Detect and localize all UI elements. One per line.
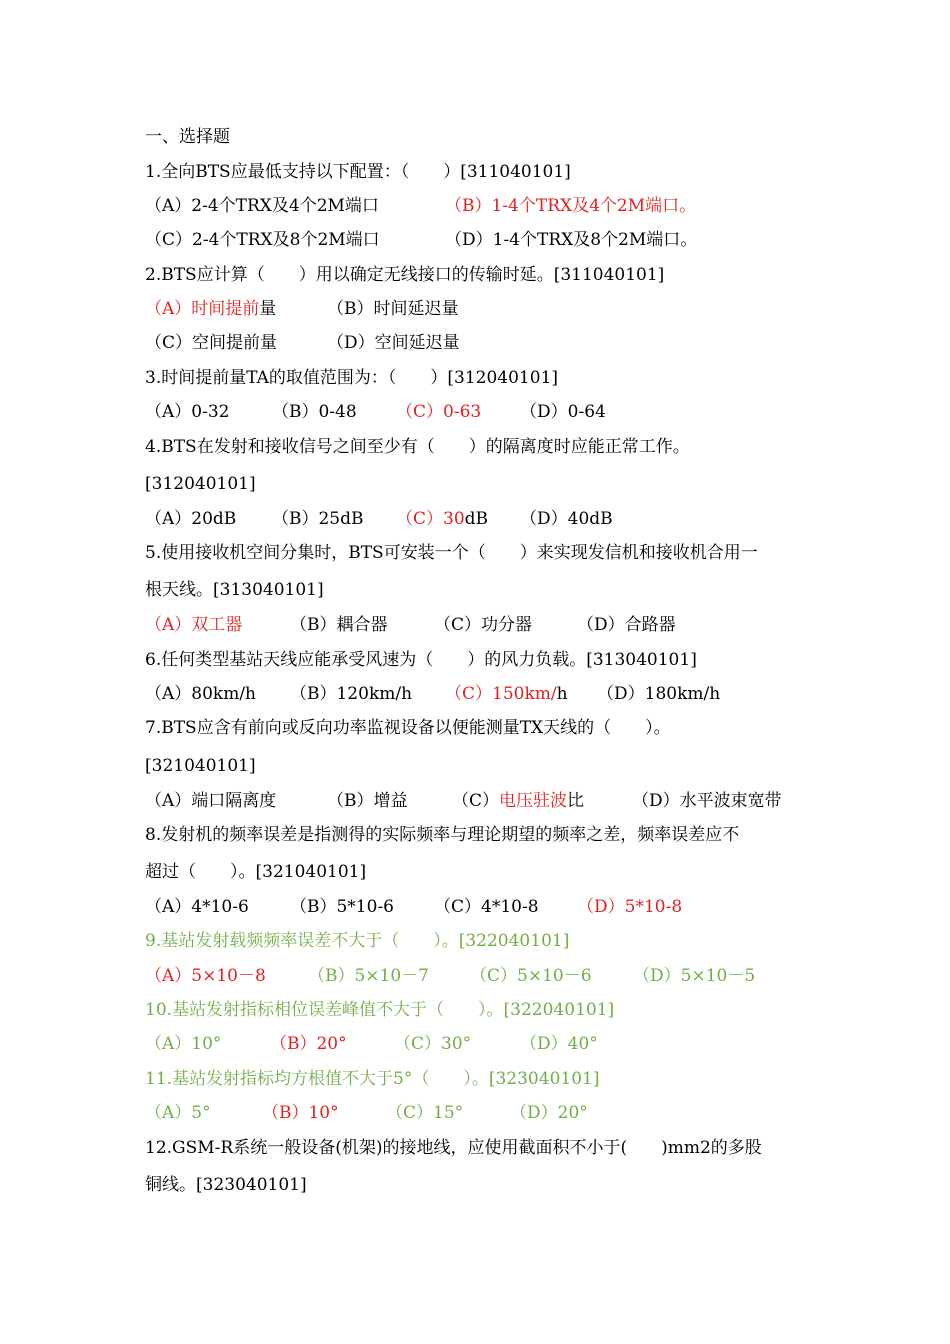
q7-option-c-prefix: （C） (452, 791, 500, 811)
q7-option-d: （D）水平波束宽带 (632, 791, 782, 811)
q11-option-a: （A）5° (145, 1103, 211, 1123)
question-12-stem: 12.GSM-R系统一般设备(机架)的接地线，应使用截面积不小于( )mm2的多股 (145, 1138, 762, 1158)
q3-option-d: （D）0-64 (520, 402, 606, 422)
question-7-stem: 7.BTS应含有前向或反向功率监视设备以便能测量TX天线的（ ）。 (145, 718, 671, 738)
q10-option-d: （D）40° (520, 1034, 598, 1054)
q3-option-c-answer: （C）0-63 (396, 402, 482, 422)
q6-option-b: （B）120km/h (290, 684, 413, 704)
question-5-stem-cont: 根天线。[313040101] (145, 580, 324, 600)
question-2-stem: 2.BTS应计算（ ）用以确定无线接口的传输时延。[311040101] (145, 265, 665, 285)
question-8-stem-cont: 超过（ ）。[321040101] (145, 862, 367, 882)
question-4-stem: 4.BTS在发射和接收信号之间至少有（ ）的隔离度时应能正常工作。 (145, 437, 690, 457)
q9-option-c: （C）5×10－6 (470, 966, 592, 986)
q6-option-d: （D）180km/h (597, 684, 721, 704)
q4-option-d: （D）40dB (520, 509, 613, 529)
q7-option-c (452, 789, 584, 813)
q8-option-b: （B）5*10-6 (290, 897, 395, 917)
q3-option-b: （B）0-48 (272, 402, 357, 422)
q5-option-c: （C）功分器 (434, 615, 533, 635)
q8-option-d-answer: （D）5*10-8 (577, 897, 683, 917)
question-4-stem-code: [312040101] (145, 474, 256, 494)
q7-option-c-rest: 比 (567, 791, 585, 811)
question-10-stem: 10.基站发射指标相位误差峰值不大于（ ）。[322040101] (145, 1000, 615, 1020)
q8-option-a: （A）4*10-6 (145, 897, 249, 917)
question-9-stem: 9.基站发射载频频率误差不大于（ ）。[322040101] (145, 931, 570, 951)
q11-option-d: （D）20° (510, 1103, 588, 1123)
q11-option-b-answer: （B）10° (262, 1103, 339, 1123)
q5-option-b: （B）耦合器 (290, 615, 388, 635)
q6-option-c (445, 682, 568, 706)
q9-option-d: （D）5×10－5 (633, 966, 756, 986)
q7-option-a: （A）端口隔离度 (145, 791, 277, 811)
q2-option-a (145, 297, 276, 321)
q10-option-a: （A）10° (145, 1034, 222, 1054)
question-1-stem: 1.全向BTS应最低支持以下配置：（ ）[311040101] (145, 162, 571, 182)
section-title: 一、选择题 (145, 127, 230, 147)
q10-option-c: （C）30° (394, 1034, 472, 1054)
q2-option-c: （C）空间提前量 (145, 333, 278, 353)
q4-option-c (396, 507, 488, 531)
q5-option-a-answer: （A）双工器 (145, 615, 243, 635)
q5-option-d: （D）合路器 (577, 615, 676, 635)
q1-option-b-answer: （B）1-4个TRX及4个2M端口。 (445, 196, 697, 216)
question-3-stem: 3.时间提前量TA的取值范围为：（ ）[312040101] (145, 368, 559, 388)
question-12-stem-cont: 铜线。[323040101] (145, 1175, 307, 1195)
q8-option-c: （C）4*10-8 (434, 897, 539, 917)
q11-option-c: （C）15° (386, 1103, 464, 1123)
q10-option-b-answer: （B）20° (270, 1034, 347, 1054)
q4-option-c-answer-part: （C）30 (396, 509, 465, 529)
question-7-stem-code: [321040101] (145, 756, 256, 776)
q7-option-c-answer-part: 电压驻波 (499, 791, 568, 811)
question-8-stem: 8.发射机的频率误差是指测得的实际频率与理论期望的频率之差，频率误差应不 (145, 825, 740, 845)
q2-option-a-rest: 量 (259, 299, 277, 319)
question-11-stem: 11.基站发射指标均方根值不大于5°（ ）。[323040101] (145, 1069, 600, 1089)
q9-option-b: （B）5×10－7 (308, 966, 430, 986)
question-5-stem: 5.使用接收机空间分集时，BTS可安装一个（ ）来实现发信机和接收机合用一 (145, 543, 758, 563)
q4-option-a: （A）20dB (145, 509, 237, 529)
question-6-stem: 6.任何类型基站天线应能承受风速为（ ）的风力负载。[313040101] (145, 650, 697, 670)
q6-option-a: （A）80km/h (145, 684, 257, 704)
q4-option-c-rest: dB (464, 509, 489, 529)
q6-option-c-answer-part: （C）150km/ (445, 684, 557, 704)
q3-option-a: （A）0-32 (145, 402, 230, 422)
q7-option-b: （B）增益 (327, 791, 408, 811)
q6-option-c-rest: h (556, 684, 568, 704)
q1-option-c: （C）2-4个TRX及8个2M端口 (145, 230, 380, 250)
q2-option-b: （B）时间延迟量 (327, 299, 459, 319)
q4-option-b: （B）25dB (272, 509, 364, 529)
q9-option-a-answer: （A）5×10－8 (145, 966, 266, 986)
q1-option-a: （A）2-4个TRX及4个2M端口 (145, 196, 379, 216)
q1-option-d: （D）1-4个TRX及8个2M端口。 (445, 230, 698, 250)
q2-option-d: （D）空间延迟量 (327, 333, 460, 353)
q2-option-a-answer-part: （A）时间提前 (145, 299, 260, 319)
